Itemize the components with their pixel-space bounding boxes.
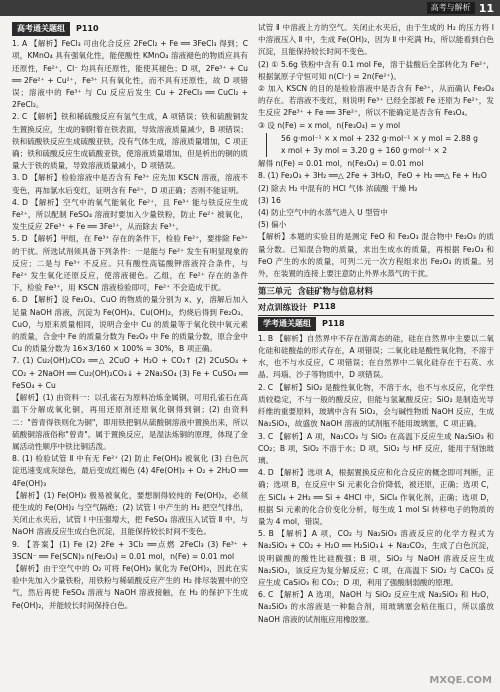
section-page: P110 [76,24,99,33]
answer-paragraph: (2) 除去 H₂ 中混有的 HCl 气体 浓硫酸 干燥 H₂ [258,183,418,193]
right-section-header [258,317,494,331]
answer-paragraph: 6. D 【解析】设 Fe₂O₃、CuO 的物质的量分别为 x、y，溶解后加入足量 NaOH 溶液，沉淀为 Fe(OH)₃、Cu(OH)₂，灼烧后得到 Fe₂O₃、CuO，与原来质量相同，说明合金中 Cu 的质量等于氧化铁中氧元素的质量，合金中 Fe 的质量分数为 Fe₂O₃ 中 Fe 的质量分数，原合金中 Cu 的质量分数为 16×3/160 × 100% = 30%，B 项正确。 [12,295,248,354]
unit-label: 第三单元 [258,286,292,297]
equation-line: x mol + 3y mol = 3.20 g ÷ 160 g·mol⁻¹ × 2 [281,146,448,156]
answer-paragraph: 7. (1) Cu₂(OH)₂CO₃ ══△ 2CuO + H₂O + CO₂↑ (2) 2CuSO₄ + CO₂ + 2NaOH ══ Cu₂(OH)₂CO₃↓ + 2Na₂SO₄ (3) Fe + CuSO₄ ══ FeSO₄ + Cu [12,356,248,390]
answer-paragraph: 2. C 【解析】铁和稀硫酸反应有氢气生成，A 项错误；铁和硫酸铜发生置换反应，生成的铜附着在铁表面，导致溶液质量减少，B 项错误；铁和硫酸铁反应生成硫酸亚铁，没有气体生成，溶液质量增加，C 项正确；铁和硫酸反应生成硫酸亚铁，使溶液质量增加，但是析出的铜的质量大于铁的质量，导致溶液质量减小，D 项错误。 [12,112,248,171]
subsection-heading [258,301,494,315]
watermark: MXQE.COM [429,675,492,686]
right-column [258,22,494,626]
answer-paragraph: 【解析】由于空气中的 O₂ 可将 Fe(OH)₂ 氧化为 Fe(OH)₃，因此在实验中先加入少量铁粉，用铁粉与稀硫酸反应产生的 H₂ 排尽装置中的空气，然后再使 FeSO₄ 溶液与 NaOH 溶液接触，在 H₂ 的保护下生成 Fe(OH)₂，并能较长时间保持白色。 [12,563,248,610]
equation-line: 56 g·mol⁻¹ × x mol + 232 g·mol⁻¹ × y mol = 2.88 g [281,133,478,143]
answer-paragraph: 2. C 【解析】SiO₂ 是酸性氧化物，不溶于水，也不与水反应，化学性质较稳定，不与一般的酸反应，但能与氢氟酸反应；SiO₂ 是制造光导纤维的重要原料，玻璃中含有 SiO₂，会与碱性物质 NaOH 反应，生成 Na₂SiO₃，故盛放 NaOH 溶液的试剂瓶不能用玻璃塞，C 项正确。 [258,382,494,429]
answer-paragraph: 【解析】(1) Fe(OH)₂ 极易被氧化，要想制得较纯的 Fe(OH)₂，必须使生成的 Fe(OH)₂ 与空气隔绝；(2) 试管 Ⅰ 中产生的 H₂ 把空气排出，关闭止水夹后，试管 Ⅰ 中压强增大，把 FeSO₄ 溶液压入试管 Ⅱ 中，与 NaOH 溶液反应生成白色沉淀，且能保持较长时间不变色。 [12,490,248,537]
section-title: 学考通关题组 [258,317,316,331]
answer-paragraph: 1. B 【解析】自然界中不存在游离态的硅，硅在自然界中主要以二氧化硅和硅酸盐的形式存在，A 项错误；二氧化硅是酸性氧化物，不溶于水，也不与水反应，C 项错误；在自然界中二氧化硅存在于石英、水晶、玛瑙、沙子等物质中，D 项错误。 [258,333,494,380]
answer-paragraph: ③ 设 n(Fe) = x mol，n(Fe₃O₄) = y mol [258,120,401,130]
answer-paragraph: 3. D 【解析】检验溶液中是否含有 Fe³⁺ 应先加 KSCN 溶液，溶液不变色，再加氯水后变红，证明含有 Fe²⁺，D 项正确；否则不能证明。 [12,173,248,195]
answer-paragraph: (3) 16 [258,195,281,205]
subsection-label: 对点训练设计 [258,302,308,313]
answer-paragraph: 1. A 【解析】FeCl₃ 可由化合反应 2FeCl₂ + Fe ══ 3FeCl₃ 得到；C 项，KMnO₄ 具有强氧化性，能使酸性 KMnO₄ 溶液褪色的物质应具有还原性，Fe²⁺、Cl⁻ 均具有还原性，能使其褪色；D 项，2Fe³⁺ + Cu ══ 2Fe²⁺ + Cu²⁺，Fe³⁺ 只有氧化性，而不具有还原性，故 D 项错误；溶液中的 Fe³⁺ 与 Cu 反应后发生 Cu + 2FeCl₃ ══ CuCl₂ + 2FeCl₂。 [12,39,248,110]
left-column [12,22,248,612]
answer-paragraph: 9. 【答案】(1) Fe (2) 2Fe + 3Cl₂ ══点燃 2FeCl₃ (3) Fe³⁺ + 3SCN⁻ ══ Fe(SCN)₃ n(Fe₂O₃) = 0.01 mol，n(Fe) = 0.01 mol [12,539,248,561]
answer-paragraph: 【解析】(1) 由资料一：以孔雀石为原料冶炼金属铜，可用孔雀石在高温下分解成氧化铜，再用还原剂还原氧化铜得到铜；(2) 由资料二："曾青得铁则化为铜"，即用铁把铜从硫酸铜溶液中置换出来，所以硫酸铜溶液俗称"曾青"。属于置换反应，是湿法炼铜的原理，体现了金属活动性顺序中铁比铜活泼。 [12,393,248,451]
answer-paragraph: (4) 防止空气中的水蒸气进入 U 型管中 [258,208,388,218]
answer-paragraph: 5. B 【解析】A 项，CO₂ 与 Na₂SiO₃ 溶液反应的化学方程式为 Na₂SiO₃ + CO₂ + H₂O ══ H₂SiO₃↓ + Na₂CO₃，生成了白色沉淀，说明碳酸的酸性比硅酸强；B 项，SiO₂ 与 NaOH 溶液反应生成 Na₂SiO₃，该反应为复分解反应；C 项，在高温下 SiO₂ 与 CaCO₃ 反应生成 CaSiO₃ 和 CO₂；D 项，利用了强酸制弱酸的原理。 [258,529,494,587]
answer-paragraph: (5) 偏小 [258,220,287,230]
section-title: 高考通关题组 [12,22,70,36]
unit-heading [258,283,494,299]
section-page: P118 [322,318,345,328]
header-tag [427,2,494,14]
series-label: 高考与解析 [427,2,475,14]
left-section-header [12,22,248,36]
answer-paragraph: 试管 Ⅱ 中溶液上方的空气。关闭止水夹后，由于生成的 H₂ 的压力将 Ⅰ 中溶液压入 Ⅱ 中，生成 Fe(OH)₂，因为 Ⅱ 中充满 H₂，所以能看到白色沉淀，且能保持较长时间不变色。 [258,23,494,57]
equation-system [266,133,494,157]
answer-paragraph: 4. D 【解析】空气中的氧气能氧化 Fe²⁺，且 Fe³⁺ 能与铁反应生成 Fe²⁺，所以配制 FeSO₄ 溶液时要加入少量铁粉，防止 Fe²⁺ 被氧化，发生反应 2Fe³⁺ + Fe ══ 3Fe²⁺，从而除去 Fe³⁺。 [12,197,248,232]
unit-title: 含硅矿物与信息材料 [297,286,373,297]
subsection-page: P118 [313,302,336,312]
answer-paragraph: (2) ① 5.6g 铁粉中含有 0.1 mol Fe，溶于盐酸后全部转化为 Fe²⁺，根据氯原子守恒可知 n(Cl⁻) = 2n(Fe²⁺)。 [258,59,494,81]
answer-paragraph: 5. D 【解析】甲组，在 Fe³⁺ 存在的条件下，检验 Fe²⁺，要排除 Fe³⁺ 的干扰。所选试剂须具备下列条件：一是能与 Fe²⁺ 发生有明显现象的反应；二是与 Fe³⁺ 不反应。只有酸性高锰酸钾溶液符合条件，与 Fe²⁺ 发生氧化还原反应，使溶液褪色。乙组，在 Fe²⁺ 存在的条件下，检验 Fe³⁺，用 KSCN 溶液检验即可，Fe²⁺ 不会造成干扰。 [12,234,248,293]
answer-paragraph: ② 加入 KSCN 的目的是检验溶液中是否含有 Fe³⁺，从而确认 Fe₃O₄ 的存在。若溶液不变红，则说明 Fe³⁺ 已经全部被 Fe 还原为 Fe²⁺，发生反应 2Fe³⁺ + Fe ══ 3Fe²⁺，所以不能确定是否含有 Fe₃O₄。 [258,84,494,118]
page-number: 11 [478,1,494,15]
answer-paragraph: 3. C 【解析】A 项，Na₂CO₃ 与 SiO₂ 在高温下反应生成 Na₂SiO₃ 和 CO₂；B 项，SiO₂ 不溶于水；D 项，SiO₂ 与 HF 反应，能用于刻蚀玻璃。 [258,431,494,465]
answer-paragraph: 8. (1) 检验试管 Ⅱ 中有无 Fe²⁺ (2) 防止 Fe(OH)₂ 被氧化 (3) 白色沉淀迅速变成灰绿色，最后变成红褐色 (4) 4Fe(OH)₂ + O₂ + 2H₂O ══ 4Fe(OH)₃ [12,454,248,488]
answer-paragraph: 4. D 【解析】选项 A，根据置换反应和化合反应的概念即可判断，正确；选项 B，在反应中 Si 元素化合价降低，被还原，正确；选项 C，在 SiCl₄ + 2H₂ ══ Si + 4HCl 中，SiCl₄ 作氧化剂，正确；选项 D，根据 Si 元素的化合价变化分析，每生成 1 mol Si 转移电子的物质的量为 4 mol，错误。 [258,468,494,526]
answer-paragraph: 8. (1) Fe₂O₃ + 3H₂ ══△ 2Fe + 3H₂O，FeO + H₂ ══△ Fe + H₂O [258,171,487,181]
answer-paragraph: 6. C 【解析】A 选项，NaOH 与 SiO₂ 反应生成 Na₂SiO₃ 和 H₂O，Na₂SiO₃ 的水溶液是一种黏合剂，用玻璃塞会粘住瓶口，所以盛放 NaOH 溶液的试剂瓶应用橡胶塞。 [258,590,494,624]
answer-paragraph: 【解析】本题的实验目的是测定 FeO 和 Fe₂O₃ 混合物中 Fe₂O₃ 的质量分数。已知混合物的质量，求出生成水的质量，再根据 Fe₂O₃ 和 FeO 产生的水的质量，可列二元一次方程组求出 Fe₂O₃ 的质量。另外，在装置的连接上要注意防止外界水蒸气的干扰。 [258,232,494,279]
top-bar [0,0,500,16]
answer-paragraph: 解得 n(Fe) = 0.01 mol，n(Fe₃O₄) = 0.01 mol [258,159,424,169]
